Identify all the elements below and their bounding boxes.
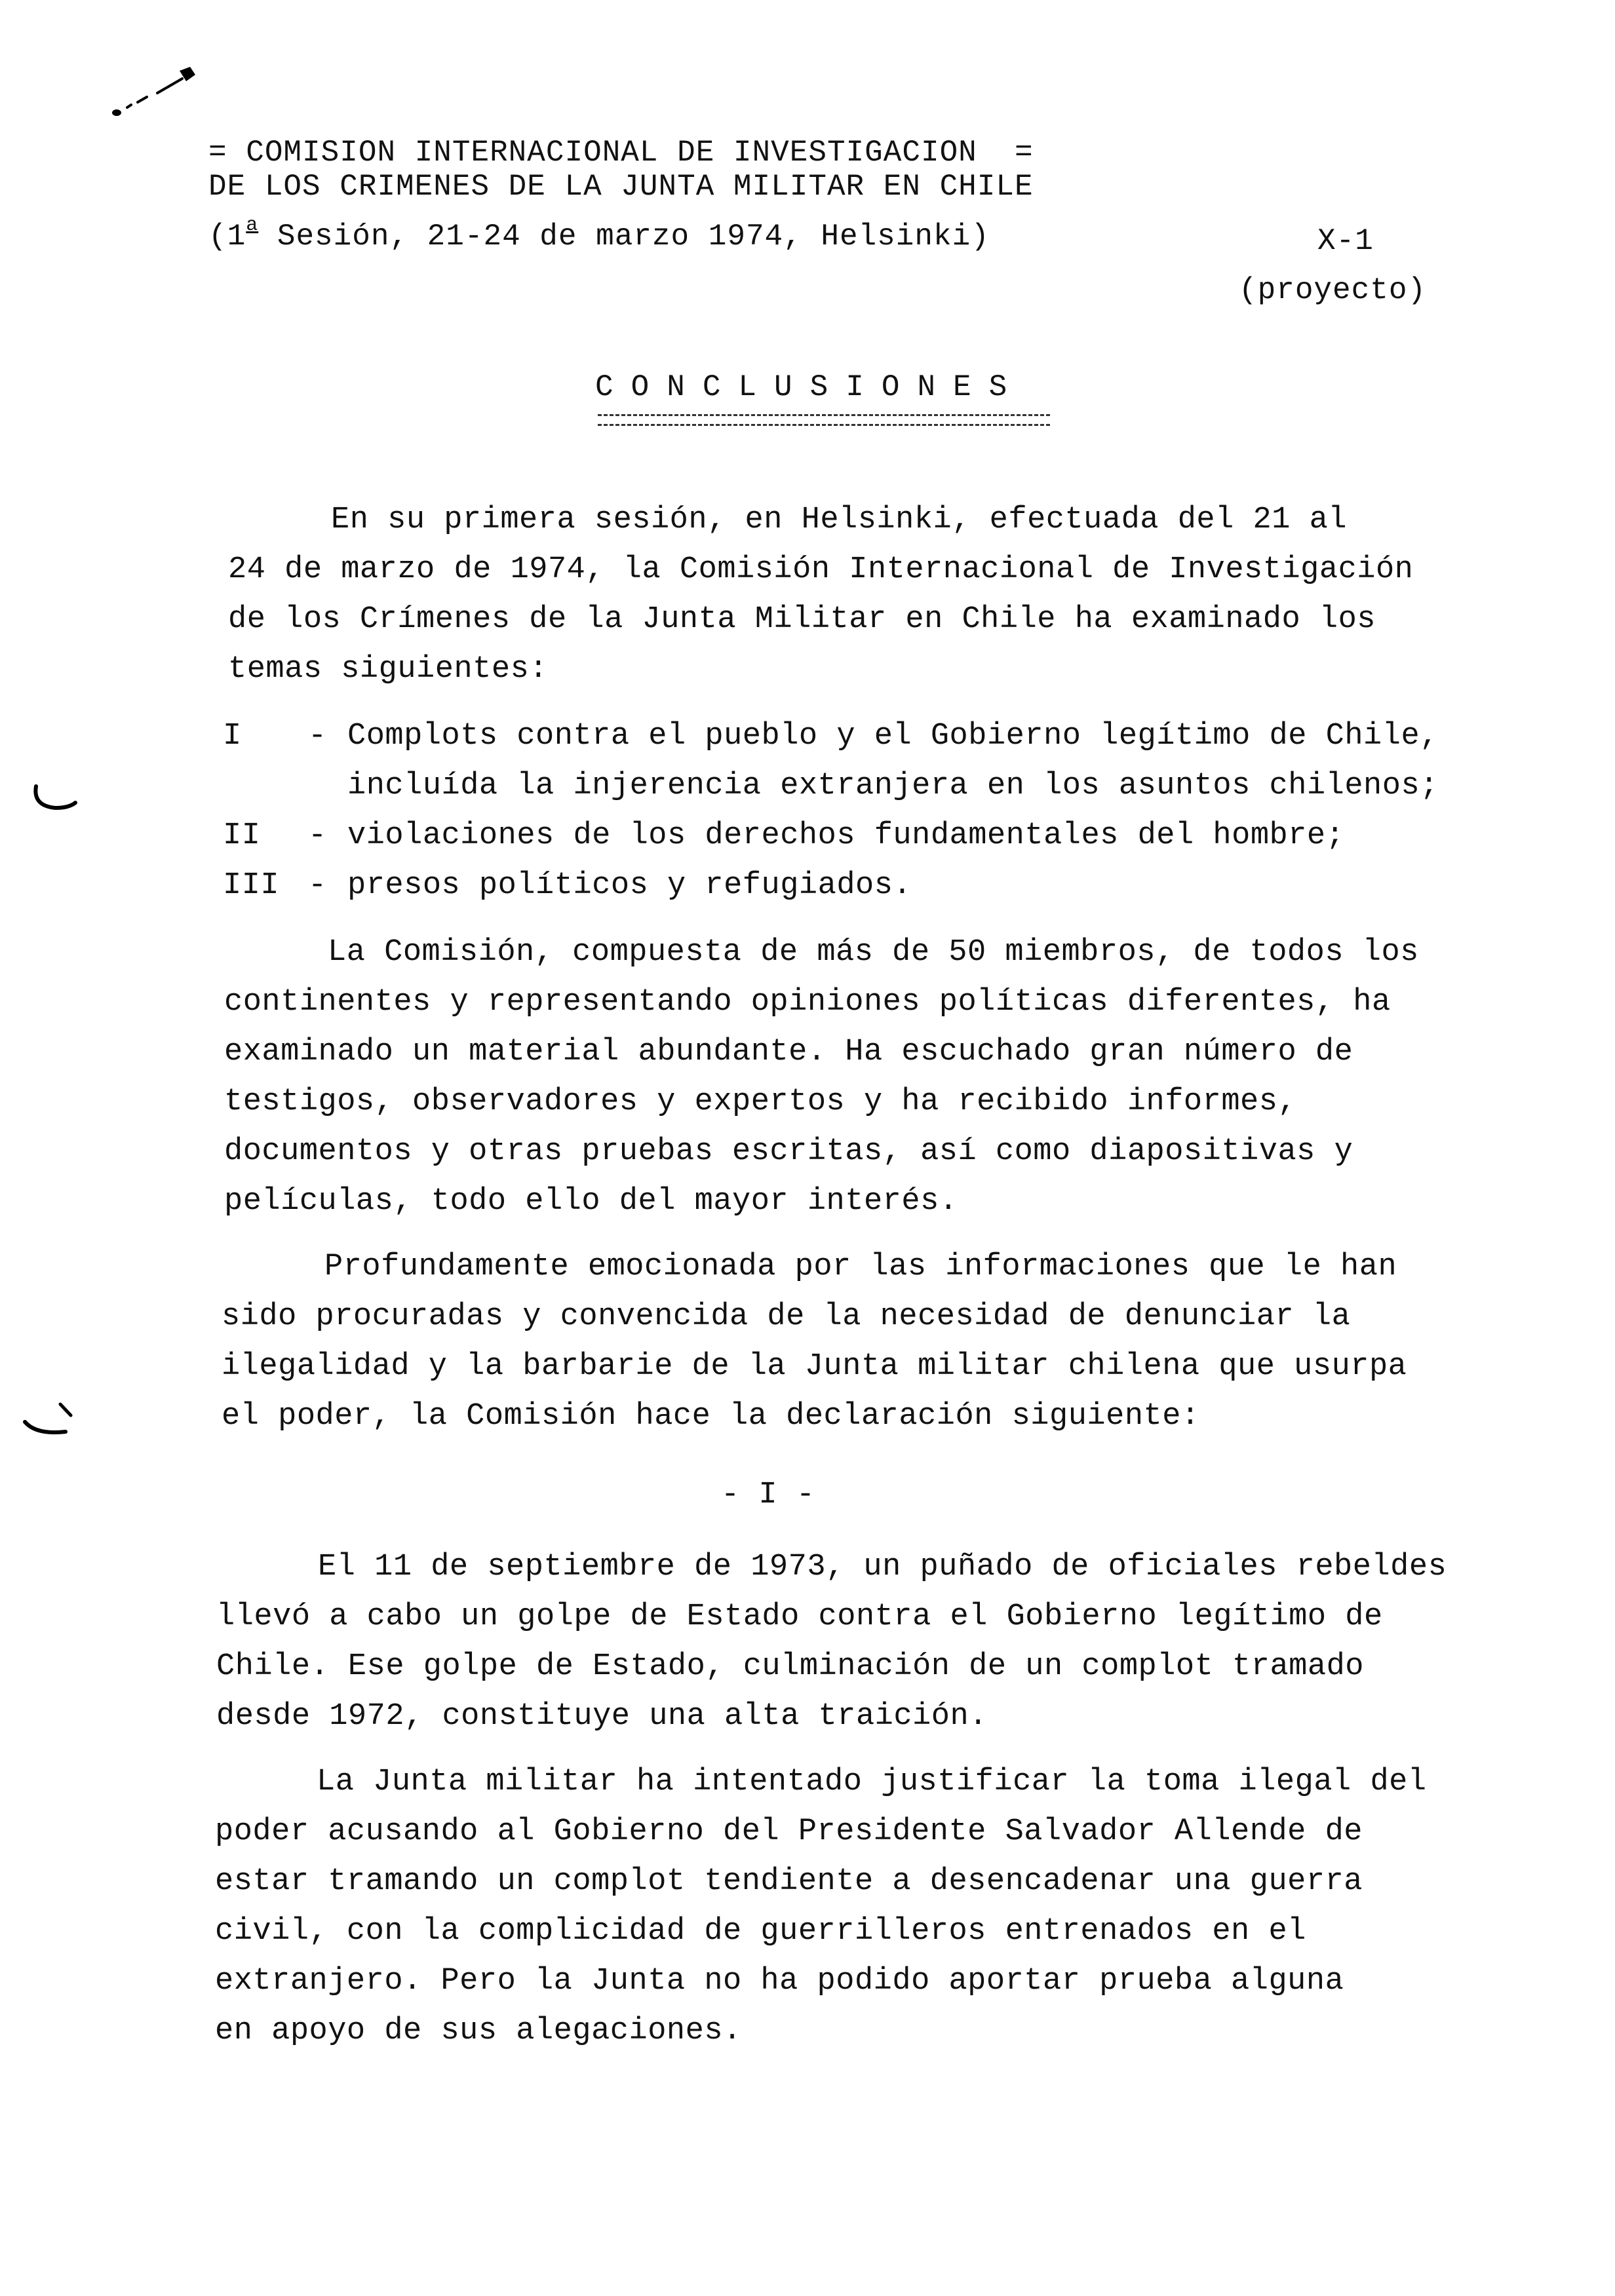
paragraph-line: documentos y otras pruebas escritas, así como diapositivas y xyxy=(224,1134,1353,1169)
header-line-2: DE LOS CRIMENES DE LA JUNTA MILITAR EN CHILE xyxy=(208,170,1034,204)
header-line-1: = COMISION INTERNACIONAL DE INVESTIGACION = xyxy=(208,136,1034,170)
intro-line: En su primera sesión, en Helsinki, efectuada del 21 al xyxy=(331,503,1348,537)
paragraph-line: estar tramando un complot tendiente a desencadenar una guerra xyxy=(215,1864,1363,1899)
paragraph-line: examinado un material abundante. Ha escuchado gran número de xyxy=(224,1035,1353,1069)
hole-punch-mark-top-icon xyxy=(26,783,85,816)
topic-text: violaciones de los derechos fundamentales del hombre; xyxy=(347,818,1345,853)
document-status: (proyecto) xyxy=(1239,273,1427,307)
paragraph-line: Chile. Ese golpe de Estado, culminación de un complot tramado xyxy=(216,1649,1364,1684)
paragraph-line: La Junta militar ha intentado justificar la toma ilegal del xyxy=(317,1765,1427,1799)
topic-numeral: III xyxy=(223,868,280,903)
topic-numeral: I xyxy=(223,719,242,754)
topic-dash: - xyxy=(308,818,327,853)
paragraph-line: en apoyo de sus alegaciones. xyxy=(215,2014,742,2048)
paragraph-line: La Comisión, compuesta de más de 50 miembros, de todos los xyxy=(328,935,1419,970)
topic-text: presos políticos y refugiados. xyxy=(347,868,912,903)
paragraph-line: Profundamente emocionada por las informaciones que le han xyxy=(324,1250,1397,1284)
page-title: CONCLUSIONES xyxy=(595,370,1025,404)
paragraph-line: películas, todo ello del mayor interés. xyxy=(224,1184,958,1219)
intro-line: temas siguientes: xyxy=(228,652,548,687)
hole-punch-mark-bottom-icon xyxy=(20,1399,85,1445)
paragraph-line: el poder, la Comisión hace la declaración siguiente: xyxy=(222,1399,1200,1434)
paragraph-line: poder acusando al Gobierno del Presidente Salvador Allende de xyxy=(215,1814,1363,1849)
pen-stroke-mark-icon xyxy=(105,59,210,124)
session-open: (1 xyxy=(208,220,246,254)
topic-numeral: II xyxy=(223,818,261,853)
intro-line: de los Crímenes de la Junta Militar en Chile ha examinado los xyxy=(228,602,1376,637)
session-ordinal-superscript: a xyxy=(246,214,259,237)
topic-dash: - xyxy=(308,868,327,903)
session-info xyxy=(208,214,990,254)
intro-line: 24 de marzo de 1974, la Comisión Internacional de Investigación xyxy=(228,552,1414,587)
paragraph-line: testigos, observadores y expertos y ha recibido informes, xyxy=(224,1084,1297,1119)
paragraph-line: ilegalidad y la barbarie de la Junta militar chilena que usurpa xyxy=(222,1349,1407,1384)
topic-text: incluída la injerencia extranjera en los asuntos chilenos; xyxy=(347,769,1439,803)
session-rest: Sesión, 21-24 de marzo 1974, Helsinki) xyxy=(258,220,990,254)
document-code: X-1 xyxy=(1317,224,1374,258)
paragraph-line: desde 1972, constituye una alta traición. xyxy=(216,1699,988,1734)
paragraph-line: continentes y representando opiniones políticas diferentes, ha xyxy=(224,985,1391,1020)
paragraph-line: extranjero. Pero la Junta no ha podido aportar prueba alguna xyxy=(215,1964,1344,1999)
paragraph-line: sido procuradas y convencida de la necesidad de denunciar la xyxy=(222,1299,1351,1334)
section-heading-1: - I - xyxy=(721,1478,815,1512)
paragraph-line: El 11 de septiembre de 1973, un puñado de oficiales rebeldes xyxy=(318,1550,1447,1584)
topic-text: Complots contra el pueblo y el Gobierno legítimo de Chile, xyxy=(347,719,1439,754)
paragraph-line: llevó a cabo un golpe de Estado contra el Gobierno legítimo de xyxy=(216,1599,1383,1634)
paragraph-line: civil, con la complicidad de guerrilleros entrenados en el xyxy=(215,1914,1306,1949)
topic-dash: - xyxy=(308,719,327,754)
title-double-underline xyxy=(598,414,1050,426)
